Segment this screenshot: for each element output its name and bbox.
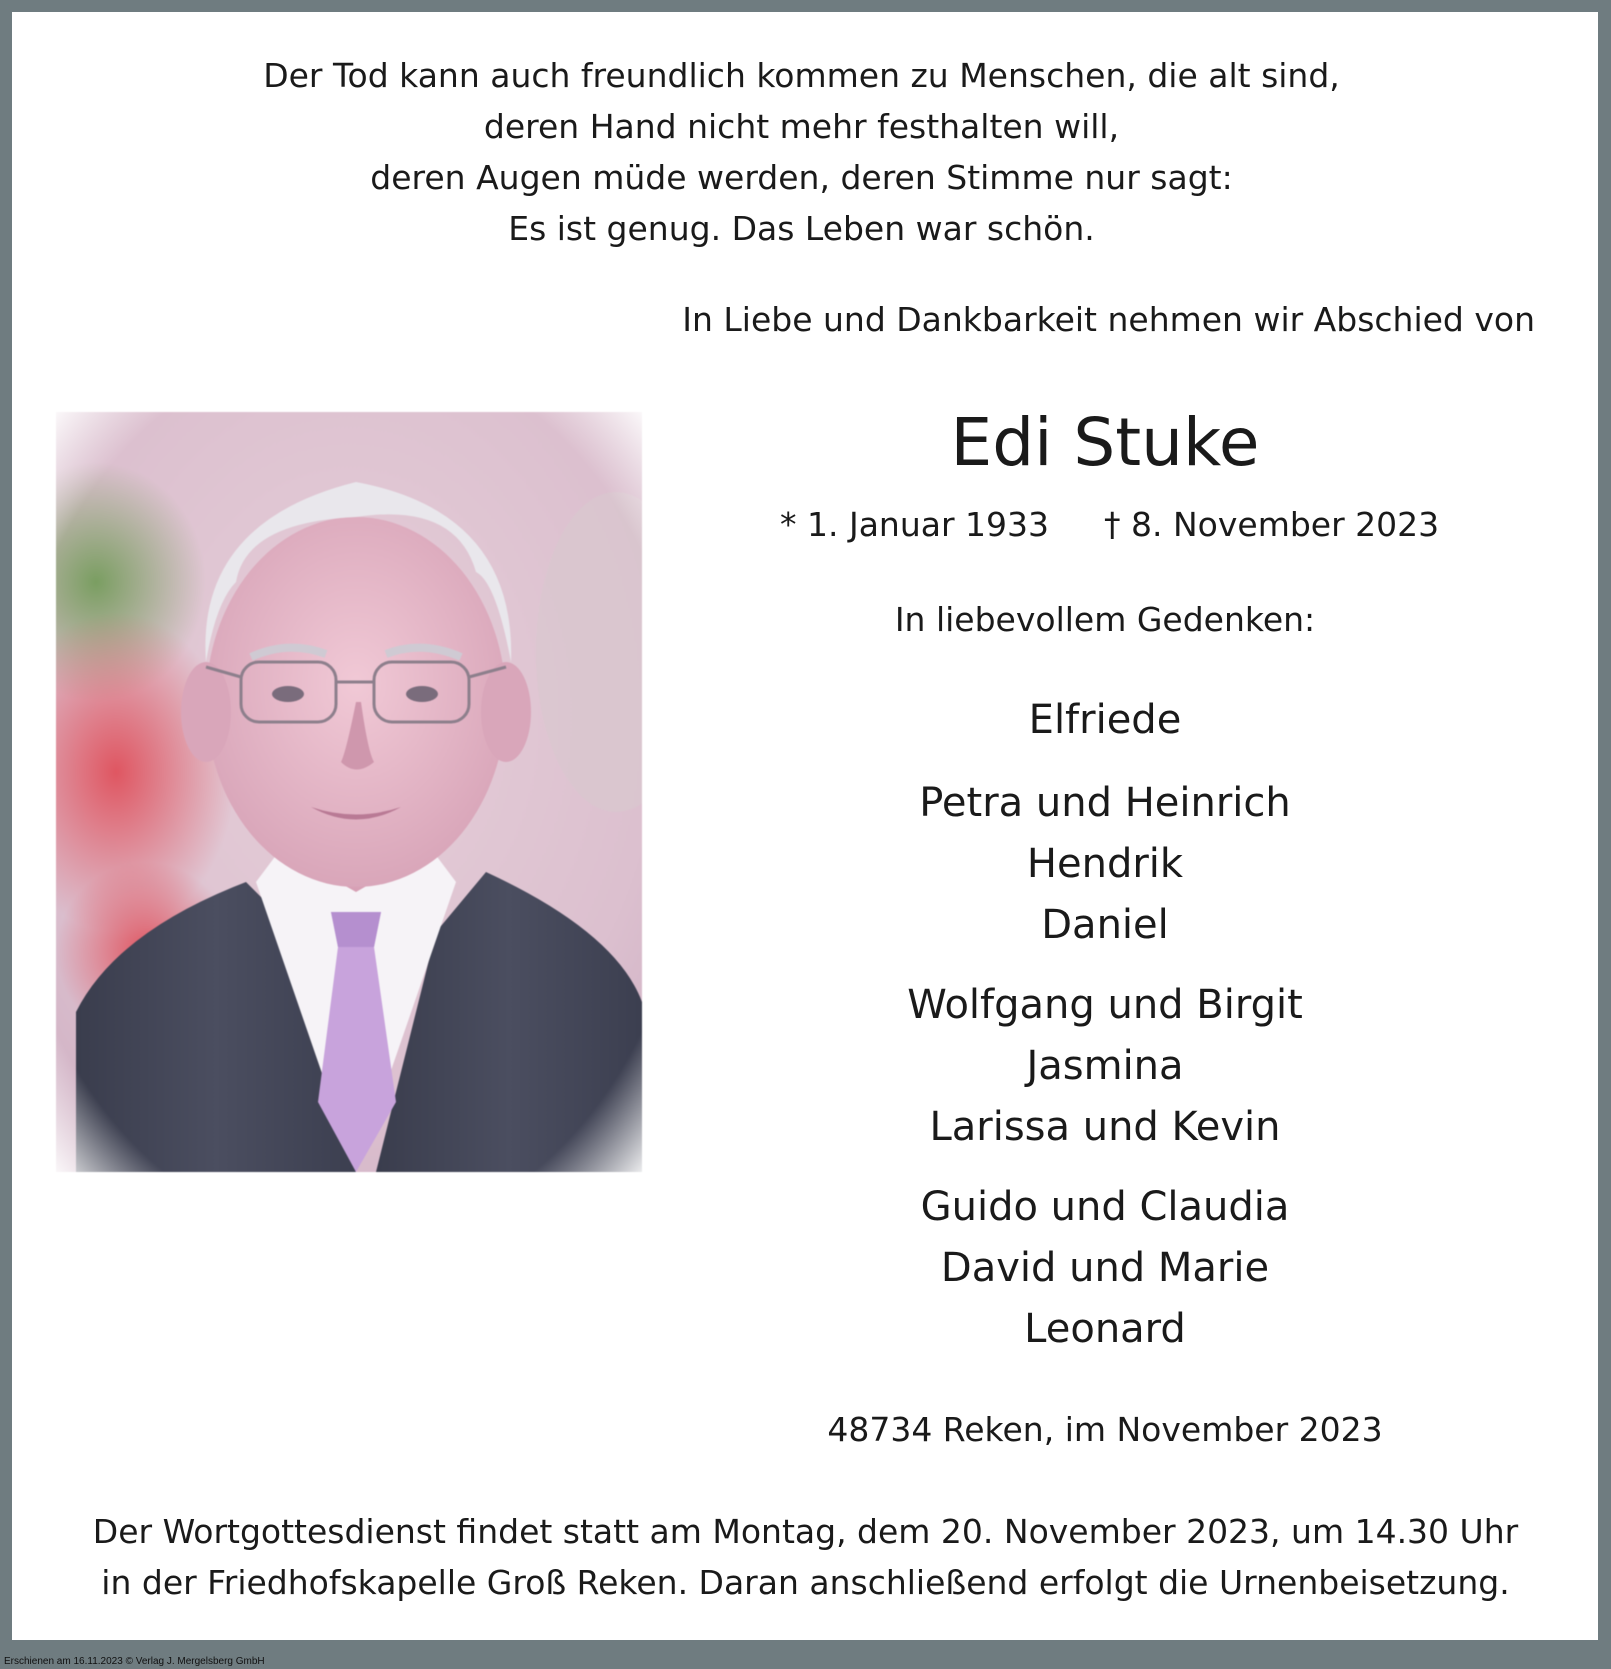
mourner-name: Wolfgang und Birgit: [907, 982, 1303, 1028]
poem-line: Es ist genug. Das Leben war schön.: [508, 209, 1095, 248]
portrait-photo: [56, 412, 642, 1172]
farewell-text: In Liebe und Dankbarkeit nehmen wir Abschied von: [682, 300, 1535, 339]
mourner-name: Leonard: [1024, 1306, 1186, 1352]
mourner-name: Larissa und Kevin: [929, 1104, 1281, 1150]
service-line: in der Friedhofskapelle Groß Reken. Daran anschließend erfolgt die Urnenbeisetzung.: [101, 1563, 1510, 1602]
mourner-group: [780, 1177, 1430, 1360]
deceased-name: Edi Stuke: [950, 404, 1260, 481]
service-info: [0, 1506, 1611, 1608]
mourner-group: [780, 773, 1430, 956]
life-dates: [780, 505, 1440, 544]
place-date: 48734 Reken, im November 2023: [827, 1410, 1383, 1449]
mourner-name: Hendrik: [1026, 841, 1184, 887]
poem-line: deren Augen müde werden, deren Stimme nur sagt:: [370, 158, 1233, 197]
mourner-name: David und Marie: [940, 1245, 1270, 1291]
memory-heading: In liebevollem Gedenken:: [894, 600, 1316, 639]
mourner-name: Daniel: [1041, 902, 1169, 948]
mourner-name: Petra und Heinrich: [919, 780, 1291, 826]
mourner-name: Jasmina: [1026, 1043, 1184, 1089]
publication-footer: Erschienen am 16.11.2023 © Verlag J. Mergelsberg GmbH: [4, 1656, 265, 1667]
poem: [0, 50, 1603, 254]
poem-line: Der Tod kann auch freundlich kommen zu Menschen, die alt sind,: [263, 56, 1340, 95]
mourner-group: [780, 690, 1430, 751]
mourner-group: [780, 975, 1430, 1158]
mourner-name: Elfriede: [1028, 697, 1182, 743]
poem-line: deren Hand nicht mehr festhalten will,: [483, 107, 1120, 146]
death-date: † 8. November 2023: [1104, 505, 1440, 544]
mourner-name: Guido und Claudia: [920, 1184, 1290, 1230]
service-line: Der Wortgottesdienst findet statt am Montag, dem 20. November 2023, um 14.30 Uhr: [92, 1512, 1519, 1551]
birth-date: * 1. Januar 1933: [780, 505, 1050, 544]
